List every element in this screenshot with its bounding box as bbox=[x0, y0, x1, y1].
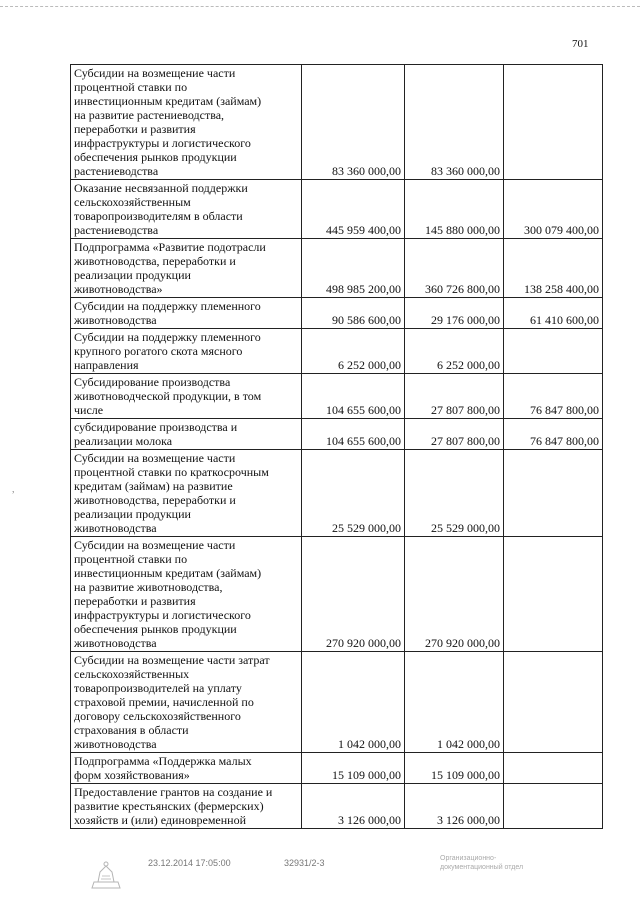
table-row bbox=[71, 298, 603, 329]
row-amount-v3: 300 079 400,00 bbox=[504, 180, 603, 239]
footer-dept-line-2: документационный отдел bbox=[440, 864, 524, 871]
row-name: Оказание несвязанной поддержки сельскохозяйственным товаропроизводителям в области растениеводства bbox=[74, 181, 248, 237]
table-row bbox=[71, 753, 603, 784]
row-name: Подпрограмма «Развитие подотрасли животноводства, переработки и реализации продукции животноводства» bbox=[74, 240, 266, 296]
row-amount-v3 bbox=[504, 450, 603, 537]
row-amount-v2: 29 176 000,00 bbox=[405, 298, 504, 329]
row-amount-v2: 360 726 800,00 bbox=[405, 239, 504, 298]
row-amount-v3 bbox=[504, 329, 603, 374]
page-number: 701 bbox=[572, 38, 589, 50]
row-amount-v1: 90 586 600,00 bbox=[302, 298, 405, 329]
row-amount-v2: 270 920 000,00 bbox=[405, 537, 504, 652]
table-row bbox=[71, 374, 603, 419]
row-amount-v3 bbox=[504, 784, 603, 829]
row-amount-v3: 61 410 600,00 bbox=[504, 298, 603, 329]
row-amount-v2: 27 807 800,00 bbox=[405, 374, 504, 419]
row-amount-v3: 76 847 800,00 bbox=[504, 419, 603, 450]
table-row bbox=[71, 180, 603, 239]
row-name: Субсидии на поддержку племенного животноводства bbox=[74, 299, 261, 327]
table-row bbox=[71, 450, 603, 537]
row-amount-v1: 1 042 000,00 bbox=[302, 652, 405, 753]
row-amount-v1: 25 529 000,00 bbox=[302, 450, 405, 537]
row-name: Субсидии на возмещение части процентной ставки по инвестиционным кредитам (займам) на развитие животноводства, переработки и развития инфраструктуры и логистического обеспечения рынков продукции животноводства bbox=[74, 538, 262, 650]
row-name-cell bbox=[71, 180, 302, 239]
row-amount-v3: 138 258 400,00 bbox=[504, 239, 603, 298]
budget-table-body bbox=[71, 65, 603, 829]
row-name: Предоставление грантов на создание и развитие крестьянских (фермерских) хозяйств и (или) единовременной bbox=[74, 785, 273, 827]
table-row bbox=[71, 239, 603, 298]
footer-department-stamp bbox=[440, 854, 580, 872]
row-amount-v1: 3 126 000,00 bbox=[302, 784, 405, 829]
row-amount-v3 bbox=[504, 537, 603, 652]
row-name-cell bbox=[71, 784, 302, 829]
coat-of-arms-icon bbox=[88, 858, 124, 892]
footer-document-number: 32931/2-3 bbox=[284, 858, 325, 868]
row-name: Субсидии на возмещение части процентной ставки по инвестиционным кредитам (займам) на развитие растениеводства, переработки и развития инфраструктуры и логистического обеспечения рынков продукции растениеводства bbox=[74, 66, 262, 178]
row-amount-v1: 15 109 000,00 bbox=[302, 753, 405, 784]
row-name-cell bbox=[71, 329, 302, 374]
scan-margin-mark: , bbox=[12, 484, 15, 495]
row-amount-v2: 3 126 000,00 bbox=[405, 784, 504, 829]
row-name-cell bbox=[71, 298, 302, 329]
row-amount-v2: 1 042 000,00 bbox=[405, 652, 504, 753]
table-row bbox=[71, 65, 603, 180]
budget-table bbox=[70, 64, 603, 829]
row-amount-v1: 270 920 000,00 bbox=[302, 537, 405, 652]
table-row bbox=[71, 419, 603, 450]
row-amount-v2: 6 252 000,00 bbox=[405, 329, 504, 374]
row-amount-v1: 445 959 400,00 bbox=[302, 180, 405, 239]
row-amount-v2: 15 109 000,00 bbox=[405, 753, 504, 784]
row-amount-v3 bbox=[504, 652, 603, 753]
footer-dept-line-1: Организационно- bbox=[440, 855, 497, 862]
row-amount-v1: 104 655 600,00 bbox=[302, 419, 405, 450]
row-name-cell bbox=[71, 419, 302, 450]
row-name-cell bbox=[71, 652, 302, 753]
table-row bbox=[71, 652, 603, 753]
row-name-cell bbox=[71, 65, 302, 180]
row-name: Субсидирование производства животноводческой продукции, в том числе bbox=[74, 375, 262, 417]
row-amount-v1: 498 985 200,00 bbox=[302, 239, 405, 298]
footer-timestamp: 23.12.2014 17:05:00 bbox=[148, 858, 231, 868]
row-name-cell bbox=[71, 239, 302, 298]
row-amount-v3 bbox=[504, 753, 603, 784]
row-name: субсидирование производства и реализации молока bbox=[74, 420, 238, 448]
scan-top-edge bbox=[0, 6, 640, 9]
row-name-cell bbox=[71, 374, 302, 419]
row-amount-v1: 6 252 000,00 bbox=[302, 329, 405, 374]
row-name: Субсидии на возмещение части затрат сельскохозяйственных товаропроизводителей на уплату страховой премии, начисленной по договору сельскохозяйственного страхования в области животноводства bbox=[74, 653, 270, 751]
row-amount-v3: 76 847 800,00 bbox=[504, 374, 603, 419]
row-amount-v1: 83 360 000,00 bbox=[302, 65, 405, 180]
page-footer bbox=[0, 852, 640, 902]
row-amount-v2: 145 880 000,00 bbox=[405, 180, 504, 239]
row-name-cell bbox=[71, 450, 302, 537]
row-name: Субсидии на поддержку племенного крупного рогатого скота мясного направления bbox=[74, 330, 261, 372]
row-name: Подпрограмма «Поддержка малых форм хозяйствования» bbox=[74, 754, 252, 782]
row-amount-v2: 25 529 000,00 bbox=[405, 450, 504, 537]
row-amount-v2: 83 360 000,00 bbox=[405, 65, 504, 180]
table-row bbox=[71, 784, 603, 829]
row-amount-v2: 27 807 800,00 bbox=[405, 419, 504, 450]
row-name: Субсидии на возмещение части процентной ставки по краткосрочным кредитам (займам) на развитие животноводства, переработки и реализации продукции животноводства bbox=[74, 451, 269, 535]
row-amount-v3 bbox=[504, 65, 603, 180]
table-row bbox=[71, 537, 603, 652]
row-name-cell bbox=[71, 537, 302, 652]
row-amount-v1: 104 655 600,00 bbox=[302, 374, 405, 419]
table-row bbox=[71, 329, 603, 374]
row-name-cell bbox=[71, 753, 302, 784]
